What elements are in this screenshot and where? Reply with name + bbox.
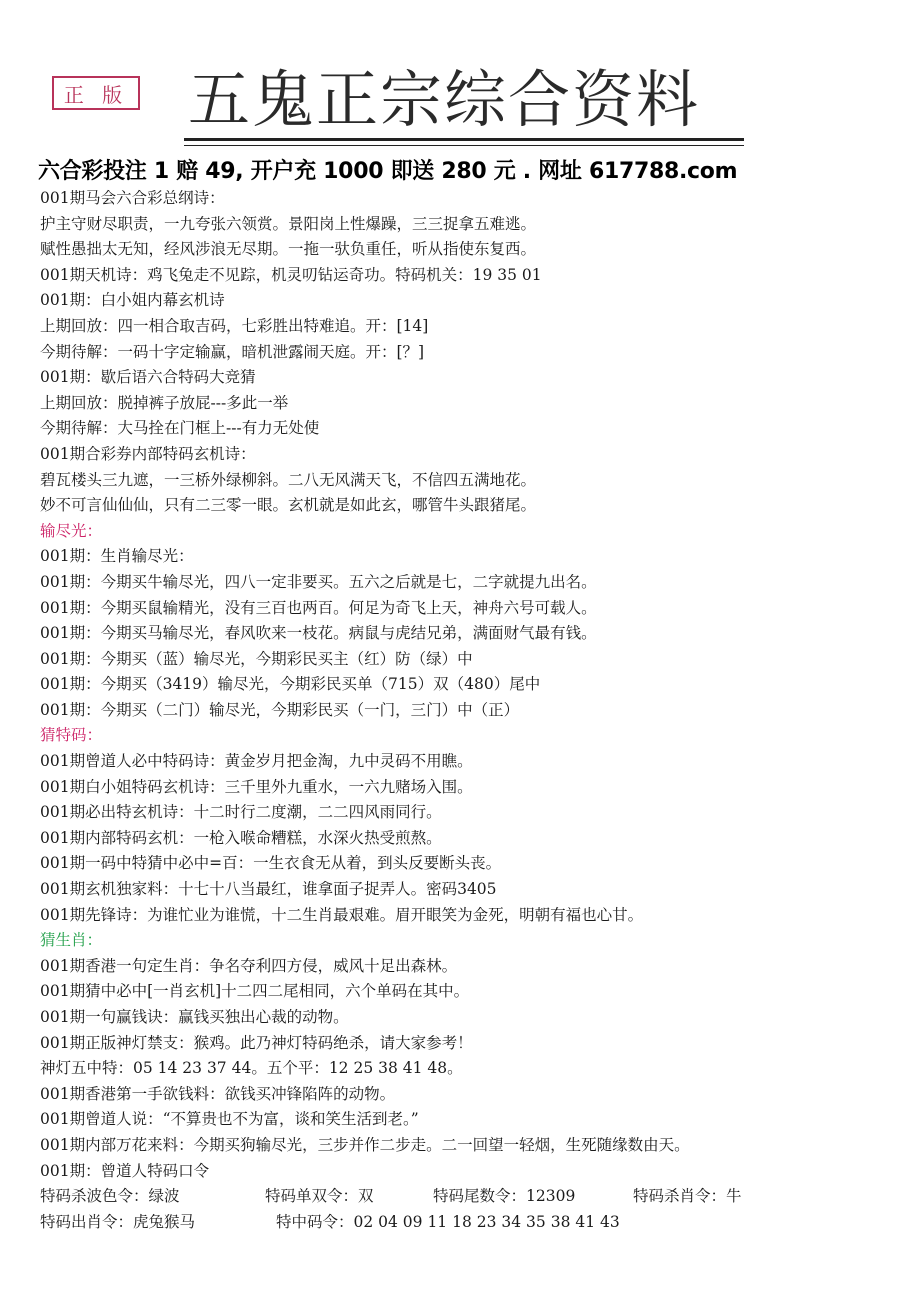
text-line: 001期：今期买（3419）输尽光，今期彩民买单（715）双（480）尾中 [40,675,541,694]
code-order: 特中码令：02 04 09 11 18 23 34 35 38 41 43 [276,1212,620,1231]
text-line: 001期猜中必中[一肖玄机]十二四二尾相同，六个单码在其中。 [40,982,470,1001]
text-line: 001期内部万花来料：今期买狗输尽光，三步并作二步走。二一回望一轻烟，生死随缘数由天。 [40,1135,690,1154]
page-title: 五鬼正宗综合资料 [188,63,701,136]
document-body [40,186,890,1235]
text-line: 碧瓦楼头三九遮，一三桥外绿柳斜。二八无风满天飞，不信四五满地花。 [40,470,537,489]
text-line: 神灯五中特：05 14 23 37 44。五个平：12 25 38 41 48。 [40,1059,463,1078]
text-line: 001期香港第一手欲钱料：欲钱买冲锋陷阵的动物。 [40,1084,396,1103]
text-line: 001期：今期买（二门）输尽光，今期彩民买（一门，三门）中（正） [40,700,520,719]
text-line: 001期马会六合彩总纲诗： [40,189,225,207]
text-line: 001期曾道人必中特码诗：黄金岁月把金淘，九中灵码不用瞧。 [40,752,473,771]
text-line: 001期内部特码玄机：一枪入喉命糟糕，水深火热受煎熬。 [40,828,442,847]
text-line: 001期一句赢钱诀：赢钱买独出心裁的动物。 [40,1008,349,1026]
text-line: 001期必出特玄机诗：十二时行二度潮，二二四风雨同行。 [40,803,442,822]
text-line: 001期：歇后语六合特码大竞猜 [40,368,256,387]
title-underline-thick [184,138,744,141]
text-line: 001期香港一句定生肖：争名夺利四方侵，威风十足出森林。 [40,956,458,975]
code-order: 特码单双令：双 [265,1187,374,1206]
code-orders-row-2 [40,1210,890,1236]
text-line: 001期玄机独家料：十七十八当最红，谁拿面子捉弄人。密码3405 [40,880,497,899]
text-line: 护主守财尽职责，一九夸张六领赏。景阳岗上性爆躁，三三捉拿五难逃。 [40,214,537,233]
text-line: 001期正版神灯禁支：猴鸡。此乃神灯特码绝杀，请大家参考！ [40,1033,473,1052]
code-order: 特码尾数令：12309 [433,1187,576,1206]
section-heading-lose-all: 输尽光： [40,521,103,540]
code-order: 特码杀波色令：绿波 [40,1187,180,1206]
section-heading-guess-zodiac: 猜生肖： [40,931,103,950]
text-line: 001期：白小姐内幕玄机诗 [40,291,225,310]
section-heading-guess-code: 猜特码： [40,726,103,745]
text-line: 妙不可言仙仙仙，只有二三零一眼。玄机就是如此玄，哪管牛头跟猪尾。 [40,496,537,515]
text-line: 001期：今期买牛输尽光，四八一定非要买。五六之后就是七，二字就提九出名。 [40,572,597,591]
text-line: 上期回放：脱掉裤子放屁---多此一举 [40,393,289,412]
title-underline-thin [184,145,744,146]
code-orders-row-1 [40,1184,890,1210]
code-order: 特码出肖令：虎兔猴马 [40,1212,196,1231]
text-line: 001期天机诗：鸡飞兔走不见踪，机灵叨钻运奇功。特码机关：19 35 01 [40,265,542,284]
genuine-badge: 正 版 [52,76,140,110]
text-line: 001期：今期买鼠输精光，没有三百也两百。何足为奇飞上天，神舟六号可载人。 [40,598,597,617]
text-line: 今期待解：一码十字定输赢，暗机泄露闹天庭。开：[？] [40,342,425,361]
ad-banner: 六合彩投注 1 赔 49, 开户充 1000 即送 280 元 . 网址 617788.com [38,159,738,184]
text-line: 001期：曾道人特码口令 [40,1161,210,1180]
text-line: 001期：今期买马输尽光，春风吹来一枝花。病鼠与虎结兄弟，满面财气最有钱。 [40,624,597,643]
text-line: 001期曾道人说：“不算贵也不为富，谈和笑生活到老。” [40,1110,419,1129]
text-line: 001期一码中特猜中必中=百：一生衣食无从着，到头反要断头丧。 [40,854,502,873]
text-line: 赋性愚拙太无知，经风涉浪无尽期。一拖一驮负重任，听从指使东复西。 [40,240,537,259]
text-line: 001期：生肖输尽光： [40,547,194,566]
code-order: 特码杀肖令：牛 [633,1187,742,1206]
text-line: 上期回放：四一相合取吉码，七彩胜出特难追。开：[14] [40,316,429,335]
text-line: 今期待解：大马拴在门框上---有力无处使 [40,419,320,438]
text-line: 001期先锋诗：为谁忙业为谁慌，十二生肖最艰难。眉开眼笑为金死，明朝有福也心甘。 [40,905,644,924]
text-line: 001期：今期买（蓝）输尽光，今期彩民买主（红）防（绿）中 [40,649,473,668]
text-line: 001期合彩券内部特码玄机诗： [40,444,256,463]
text-line: 001期白小姐特码玄机诗：三千里外九重水，一六九赌场入围。 [40,777,473,796]
